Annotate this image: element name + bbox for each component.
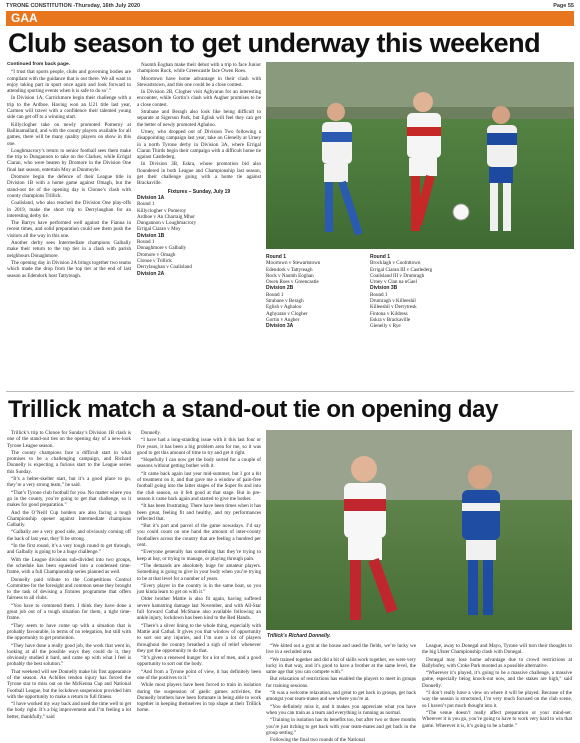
paragraph: That weekend will see Donnelly make his first appearance of the season. An Achilles tendon injury has forced the Tyrone star to miss out on the McKenna Cup and National Football League, but the lockdown suspension provided him with the opportunity to make a return to full fitness. bbox=[7, 668, 131, 700]
fixture-group-heading: Round 1 bbox=[370, 254, 390, 260]
fixture-line: Killyclogher v Pomeroy bbox=[137, 207, 187, 214]
paragraph: Donegal may lose home advantage due to crowd restrictions at Ballybofey, with Croke Park mooted as a possible alternative. bbox=[422, 656, 572, 669]
paragraph: “They have done a really good job, the work that went in, looking at all the possible ways they could do it, they obviously studied it hard, and came up with what I feel is probably the best solution.” bbox=[7, 642, 131, 668]
fixture-group-heading: Division 2A bbox=[137, 270, 165, 277]
story2-headline: Trillick match a stand-out tie on opening day bbox=[8, 396, 499, 423]
paragraph: “I trust that sports people, clubs and governing bodies are compliant with the guidance that is out there. We all want to enjoy taking part in sport once again and look forward to attending sporting events when it is safe to do so’.” bbox=[7, 69, 131, 95]
paragraph: Naomh Eoghan make their debut with a trip to face Junior champions Rock, while Greencastle face Owen Roes. bbox=[137, 62, 261, 75]
fixture-line: Coalisland III v Drumragh bbox=[370, 272, 425, 279]
paragraph: “You definitely miss it, and it makes you appreciate what you have when you can train as a team and everything is running as normal. bbox=[266, 703, 416, 716]
paragraph: Older brother Mattie is also fit again, having suffered severe hamstring damage last November, and with All-Star full forward Cathal McShane also available following an ankle injury, lockdown has been kind to the Red Hands. bbox=[137, 596, 261, 622]
fixture-line: Glenelly v Rye bbox=[370, 323, 401, 330]
fixture-group-heading: Division 1A bbox=[137, 194, 165, 201]
page-number: Page 55 bbox=[553, 3, 574, 9]
story1-column-2 bbox=[137, 62, 261, 386]
fixture-line: Donaghmore v Galbally bbox=[137, 245, 187, 252]
fixture-group-heading: Division 2B bbox=[266, 285, 294, 292]
paragraph: “I have worked my way back and used the time well to get the body right. It’s a big improvement and I’m feeling a lot better, thankfully,” said bbox=[7, 701, 131, 720]
paragraph: “It’s a helter-skelter start, but it’s a good place to go, they’re a very strong team,” he said. bbox=[7, 476, 131, 489]
paragraph: Another derby sees Intermediate champions Galbally make their return to the top tier in a clash with parish neighbours Donaghmore. bbox=[7, 240, 131, 259]
fixture-line: Killeeshil v Derrytresk bbox=[370, 304, 417, 311]
fixture-line: Eglish v Aghaloo bbox=[266, 304, 302, 311]
paragraph: In Division 2B, Clogher visit Aghyaran for an interesting encounter, while Gortin’s clash with Augher promises to be a close contest. bbox=[137, 89, 261, 108]
paragraph: The Barrys have performed well against the Fianna in recent times, and solid preparation could see them push the visitors all the way in this one. bbox=[7, 220, 131, 239]
paragraph: The county champions face a difficult start in what promises to be a challenging campaign, and Richard Donnelly is expecting a furious start to the League series this Sunday. bbox=[7, 449, 131, 475]
paragraph: And the O’Neill Cup holders are also facing a tough Championship opener against Intermediate champions Galbally. bbox=[7, 509, 131, 529]
paragraph: “The demands are absolutely huge for amateur players. Something is going to give in your body when you’re trying to be at that level for a number of years. bbox=[137, 562, 261, 582]
story2-column-1 bbox=[7, 430, 131, 734]
story-divider bbox=[6, 391, 574, 392]
story2-column-3 bbox=[266, 643, 416, 743]
paragraph: “We kitted out a gym at the house and used the fields, we’re lucky we live in a secluded area. bbox=[266, 643, 416, 656]
fixture-line: Brocklagh v Coolnttown bbox=[370, 260, 421, 267]
fixture-group-heading: Division 3B bbox=[370, 285, 398, 292]
fixture-line: Round 1 bbox=[137, 239, 155, 246]
fixture-line: Edendork v Tattyreagh bbox=[266, 266, 313, 273]
player-action-photo bbox=[266, 430, 572, 630]
paragraph: But relaxation of restrictions has enabled the players to meet in groups for training sessions. bbox=[266, 676, 416, 689]
story2-photo bbox=[266, 430, 572, 630]
fixture-line: Fintona v Kildress bbox=[370, 310, 408, 317]
paragraph: Killyclogher take on newly promoted Pomeroy at Ballinamallard, and with the county players available for all games, there will be many quality players on show in this one. bbox=[7, 121, 131, 147]
fixture-line: Errigal Ciaran III v Castlederg bbox=[370, 266, 433, 273]
paragraph: With the League divisions sub-divided into two groups, the schedule has been squeezed into a condensed time-frame, with a full Championship series planned as well. bbox=[7, 556, 131, 576]
fixture-group-heading: Division 1B bbox=[137, 232, 165, 239]
publication-line: TYRONE CONSTITUTION -Thursday, 16th July 2020 bbox=[6, 3, 141, 9]
fixture-group-heading: Division 3A bbox=[266, 323, 294, 330]
fixture-line: Round 1 bbox=[137, 201, 155, 208]
paragraph: Dromore begin the defence of their League title in Division 1B with a home game against Omagh, but the stand-out tie of the opening day is Clonoe’s clash with county champions Trillick. bbox=[7, 174, 131, 199]
paragraph: Trillick’s trip to Clonoe for Sunday’s Division 1B clash is one of the stand-out ties on the opening day of a new-look Tyrone League season. bbox=[7, 430, 131, 449]
paragraph: “I don’t really have a view on where it will be played. Because of the way the season is structured, I’m very much focused on the club scene, so I haven’t put much thought into it. bbox=[422, 690, 572, 709]
fixture-line: Round 1 bbox=[370, 291, 388, 298]
paragraph: Following the final two rounds of the National bbox=[270, 737, 365, 743]
fixture-line: Aghyaran v Clogher bbox=[266, 310, 308, 317]
paragraph: “Hopefully I can now get the body sorted for a couple of seasons without getting bother with it. bbox=[137, 457, 261, 470]
fixture-line: Round 1 bbox=[266, 291, 284, 298]
fixture-line: Dungannon v Loughmacrory bbox=[137, 220, 197, 227]
fixture-line: Errigal Ciaran v Moy bbox=[137, 226, 181, 233]
paragraph: “It was a welcome relaxation, and great to get back in groups, get back amongst your team-mates and see where you’re at. bbox=[266, 690, 416, 703]
paragraph: Donnelly paid tribute to the Competitions Control Committee for the foresight and common sense they brought to the task of devising a fixtures programme that offers fairness to all clubs. bbox=[7, 576, 131, 602]
paragraph: “That’s Tyrone club football for you. No matter where you go in the county, you’re going to get that challenge, so it makes for good preparation.” bbox=[7, 489, 131, 509]
paragraph: “But it’s part and parcel of the game nowadays. I’d say you could count on one hand the amount of inter-county footballers across the country that are feeling a hundred per cent. bbox=[137, 523, 261, 549]
paragraph: “Every player in the country is in the same boat, so you just kinda learn to get on with it.” bbox=[137, 582, 261, 596]
story1-headline: Club season to get underway this weekend bbox=[8, 28, 541, 58]
story2-column-4 bbox=[422, 643, 572, 735]
paragraph: Strabane and Beragh also look like being difficult to separate at Sigerson Park, but Eglish will feel they can get the better of newly promoted Aghaloo. bbox=[137, 109, 261, 128]
paragraph: In Division 3B, Eskra, whose promotion bid also floundered in both League and Championship last season, get their challenge going with a home tie against Brackaville. bbox=[137, 161, 261, 187]
paragraph: “I have had a long-standing issue with it this last four or five years, it has been a big problem area for me, so it was good to get this amount of time to try and get it right. bbox=[137, 437, 261, 456]
paragraph: The opening day in Division 2A brings together two teams which made the drop from the top tier at the end of last season as Edendork host Tattyreagh. bbox=[7, 259, 131, 279]
paragraph: “In the first round, it’s a very tough round to get through, and Galbally is going to be a huge challenge.” bbox=[7, 543, 131, 556]
paragraph: Continued from back page. bbox=[7, 62, 71, 67]
fixture-line: Dromore v Omagh bbox=[137, 251, 176, 258]
story1-column-1 bbox=[7, 62, 131, 386]
paragraph: Moortown have home advantage in their clash with Stewartstown, and this one could be a close contest. bbox=[137, 75, 261, 88]
fixture-line: Rock v Naomh Eoghan bbox=[266, 272, 314, 279]
fixture-line: Clonoe v Trillick bbox=[137, 257, 172, 264]
fixture-line: Moortown v Stewartstown bbox=[266, 260, 321, 267]
paragraph: “You have to commend them. I think they have done a great job out of a tough situation for them, a tight time-frame. bbox=[7, 602, 131, 622]
fixture-line: Urney v Clan na nGael bbox=[370, 279, 417, 286]
story2-photo-caption: Trillick’s Richard Donnelly. bbox=[267, 633, 331, 639]
paragraph: Donnelly. bbox=[141, 430, 161, 436]
football-match-photo bbox=[266, 62, 574, 249]
paragraph: “It came back again last year mid-summer, but I got a bit of treatment on it, and that gave me a window of pain-free football going into the latter stages of the Super 8s and into the club season, so it felt good at that stage. But in pre-season it came back again and started to give me bother. bbox=[137, 470, 261, 502]
paragraph: While most players have been forced to train in isolation during the suspension of gaelic games activities, the Donnelly brothers have been fortunate in being able to work together in keeping themselves in top shape at their Trillick home. bbox=[137, 682, 261, 714]
fixtures-column-3 bbox=[266, 254, 364, 386]
fixtures-column-4 bbox=[370, 254, 480, 386]
paragraph: “They seem to have come up with a situation that is probably favourable, in terms of no relegation, but still with the opportunity to get promotion. bbox=[7, 622, 131, 642]
paragraph: “It has been frustrating. There have been times when it has been great, feeling fit and healthy, and my performances reflected that. bbox=[137, 503, 261, 522]
section-label: GAA bbox=[11, 11, 38, 25]
fixture-line: Derrylaughan v Coalisland bbox=[137, 264, 192, 271]
paragraph: “The venue doesn’t really affect preparation or your mind-set. Wherever it is you go, you’re going to have to work very hard to win that game. Wherever it is, it’s going to be a battle.” bbox=[422, 709, 572, 729]
paragraph: Coalisland, who also reached the Division One play-offs in 2019, make the short trip to Derrylaughan for an interesting derby tie. bbox=[7, 200, 131, 219]
fixture-line: Drumragh v Killeeshil bbox=[370, 298, 416, 305]
fixture-line: Owen Roes v Greencastle bbox=[266, 279, 319, 286]
fixtures-title: Fixtures – Sunday, July 19 bbox=[167, 188, 231, 195]
paragraph: League, away to Donegal and Mayo, Tyrone will turn their thoughts to the big Ulster Championship clash with Donegal. bbox=[422, 643, 572, 656]
paragraph: “We trained together and did a bit of skills work together, we were very lucky in that way, and it’s good to have a brother at the same level, the same age that you can compete with.” bbox=[266, 656, 416, 676]
paragraph: “Everyone generally has something that they’re trying to keep at bay, or trying to manage, or playing through pain. bbox=[137, 549, 261, 562]
paragraph: “And from a Tyrone point of view, it has definitely been one of the positives to it.” bbox=[137, 668, 261, 681]
fixture-line: Eskra v Brackaville bbox=[370, 316, 411, 323]
fixture-line: Gortin v Augher bbox=[266, 316, 300, 323]
paragraph: In Division 1A, Carrickmore begin their challenge with a trip to the Ardboe. Having won an U21 title last year, Carmen will travel with a confidence their talented young side can get off to a winning start. bbox=[7, 95, 131, 121]
fixture-line: Strabane v Beragh bbox=[266, 298, 304, 305]
paragraph: Loughmacrory’s return to senior football sees them make the trip to Dungannon to take on the Clarkes, while Errigal Ciaran, who were beaten by Dromore in the Division One final last season, entertain Moy at Dunmoyle. bbox=[7, 147, 131, 173]
section-bar bbox=[6, 11, 574, 26]
paragraph: “Galbally are a very good side, and obviously coming off the back of last year, they’ll be strong. bbox=[7, 529, 131, 542]
fixture-group-heading: Round 1 bbox=[266, 254, 286, 260]
paragraph: “Wherever it’s played, it’s going to be a massive challenge, a massive game, especially being knock-out now, and the stakes are high,” said Donnelly. bbox=[422, 670, 572, 689]
story1-photo bbox=[266, 62, 574, 249]
paragraph: Urney, who dropped out of Division Two following a disappointing campaign last year, take on Glenelly at Urney in a north Tyrone derby in Division 3A, where Errigal Ciaran Thirds begin their campaign with a difficult home tie against Castlederg. bbox=[137, 128, 261, 161]
paragraph: “Training in isolation has its benefits too, but after two or three months you’re just itching to get back with your team-mates and get back in the group setting.” bbox=[266, 717, 416, 736]
fixture-line: Ardboe v An Charraig Mhor bbox=[137, 213, 196, 220]
paragraph: “There’s a silver lining to the whole thing, especially with Mattie and Cathal. It gives you that window of opportunity to sort out any injuries, and I’m sure a lot of players throughout the country breathed a sigh of relief whenever they got the opportunity to do that. bbox=[137, 622, 261, 654]
paragraph: “It’s given a renewed hunger for a lot of men, and a good opportunity to sort out the body. bbox=[137, 655, 261, 668]
story2-column-2 bbox=[137, 430, 261, 734]
